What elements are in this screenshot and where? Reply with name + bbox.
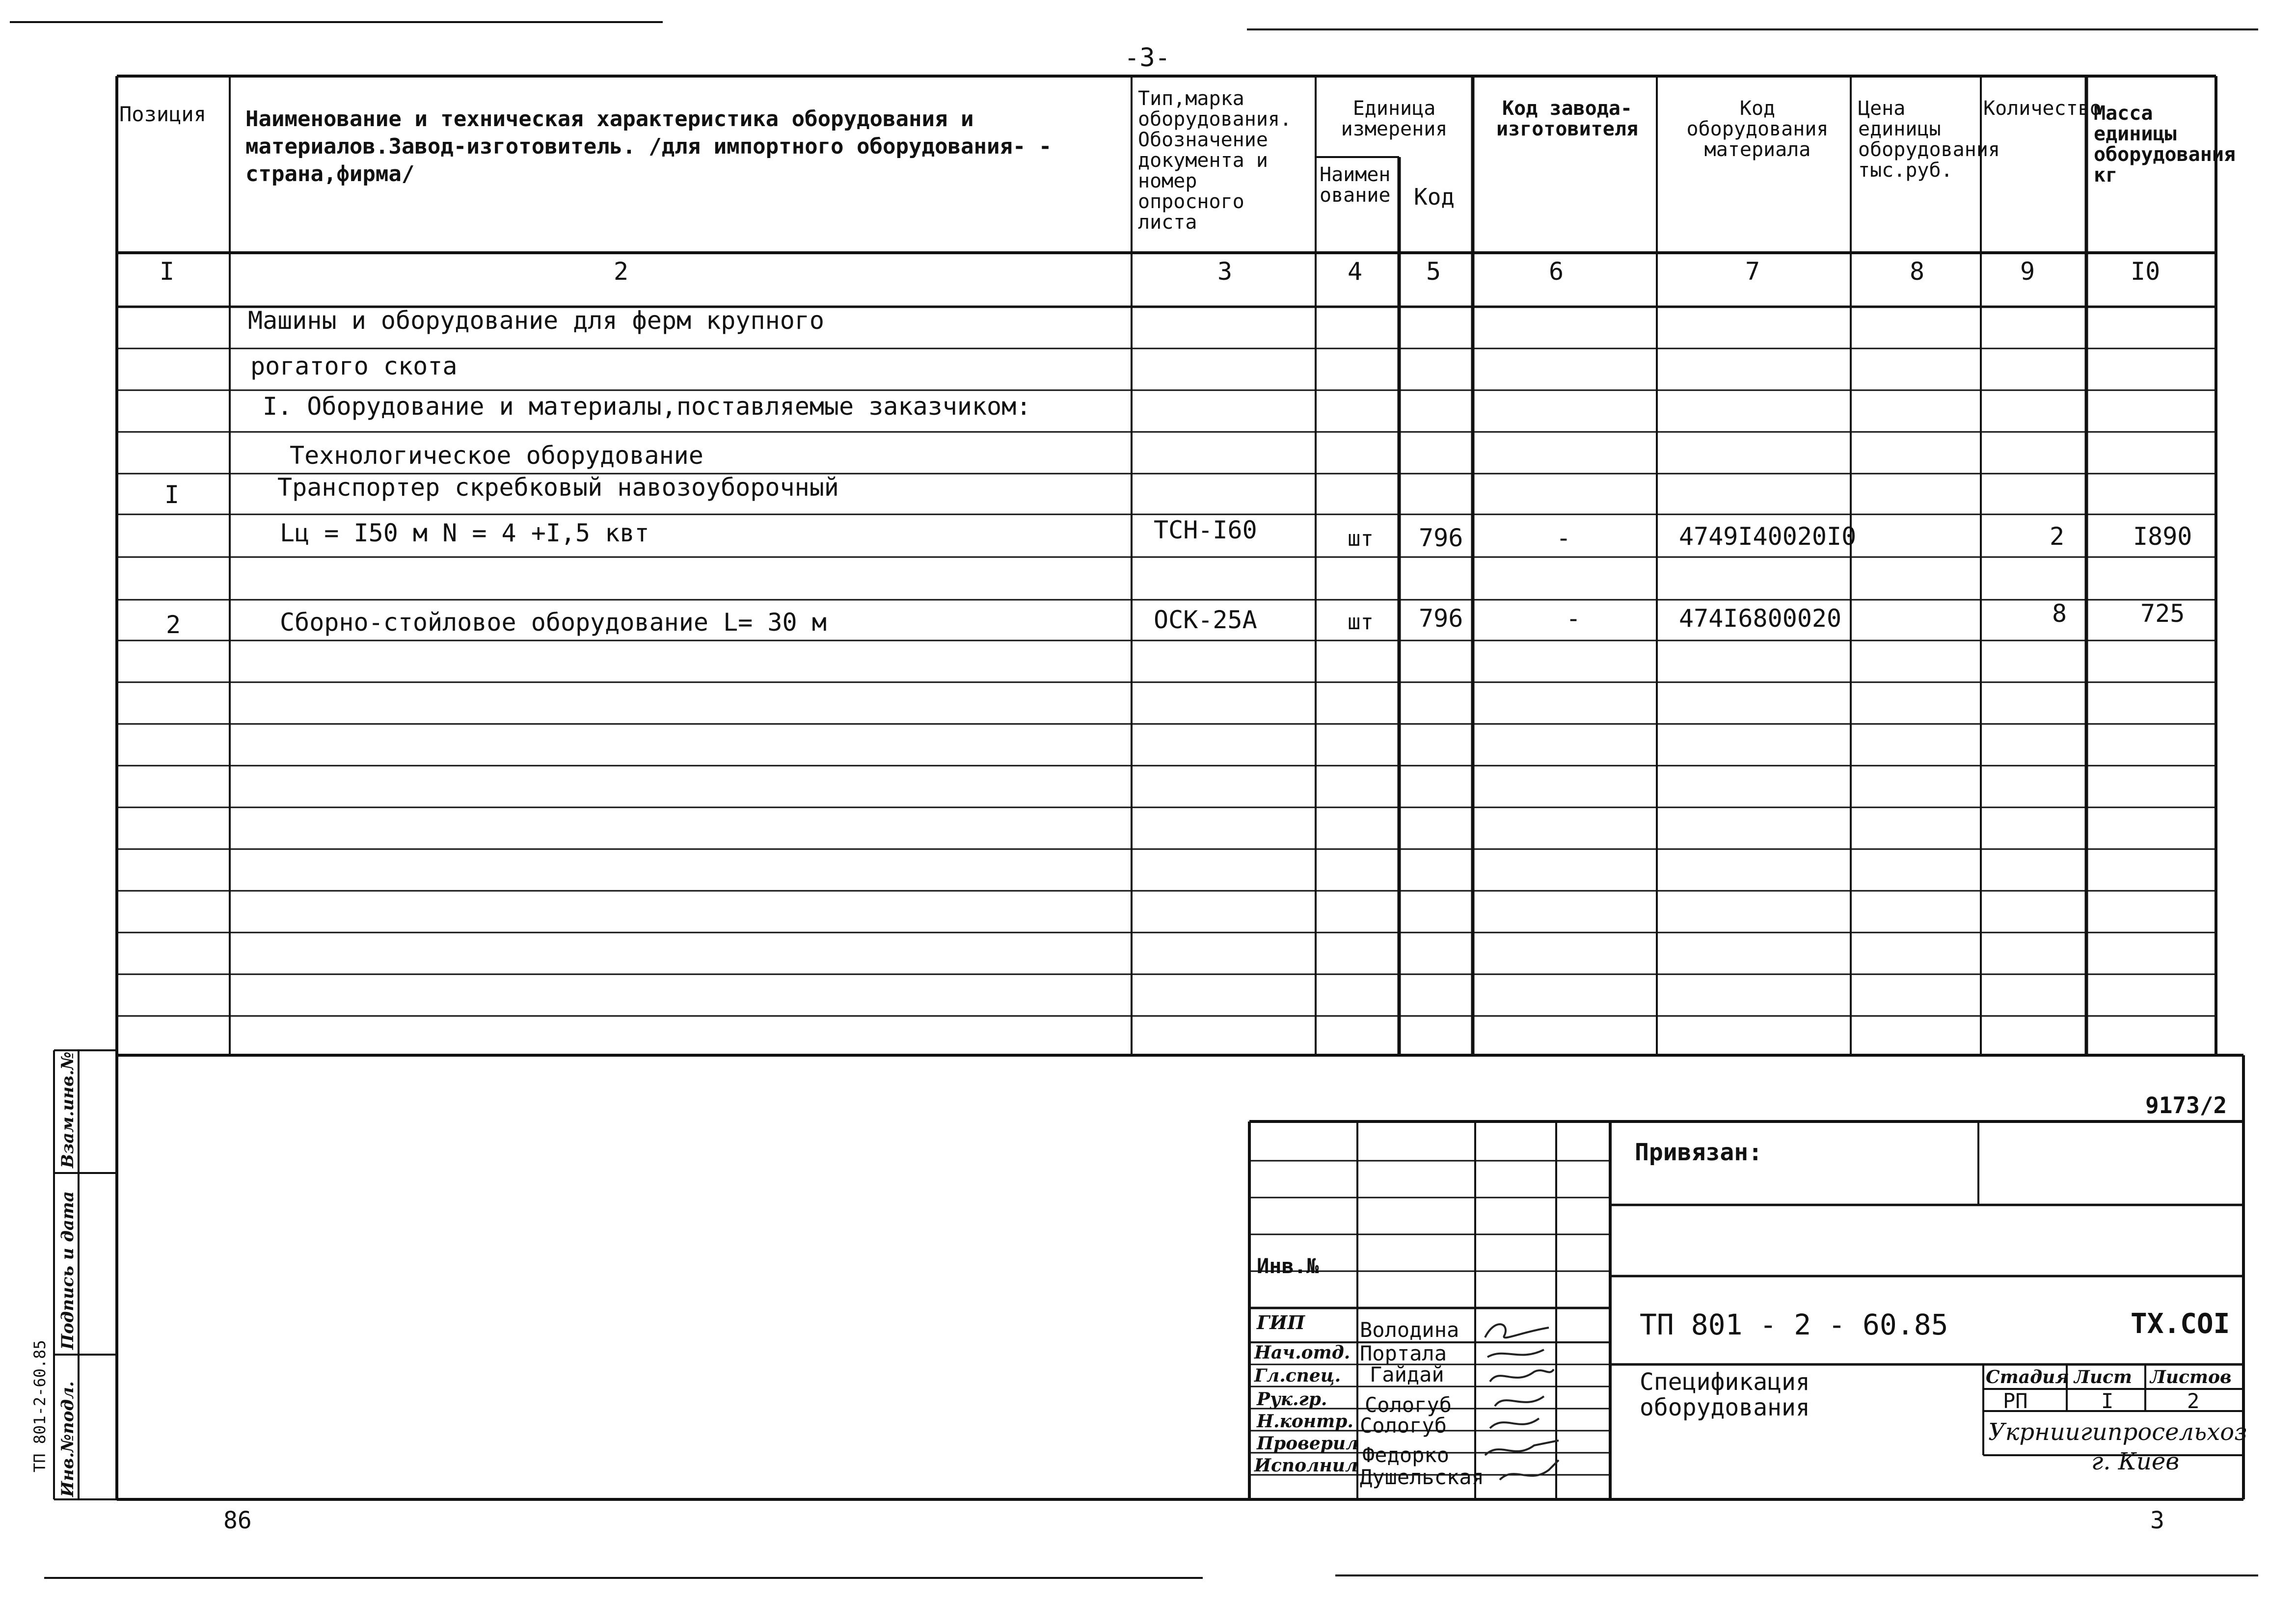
row-5-type: ТСН-I60 xyxy=(1154,516,1257,544)
side-podpis: Подпись и дата xyxy=(58,1191,78,1350)
sheet-code: ТХ.СОI xyxy=(2131,1308,2230,1340)
row-2-name: I. Оборудование и материалы,поставляемые заказчиком: xyxy=(263,392,1031,421)
row-6-qty: 8 xyxy=(2052,599,2067,628)
header-name: Наименование и техническая характеристика оборудования и материалов.Завод-изготовитель. /для импортного оборудования- - страна,фирма/ xyxy=(245,107,1052,187)
org-name: Укрниигипросельхоз xyxy=(1988,1418,2247,1446)
role-0: ГИП xyxy=(1257,1311,1305,1333)
sheets-label: Листов xyxy=(2150,1367,2232,1387)
row-6-mfr: - xyxy=(1566,604,1581,633)
doc-id: 9173/2 xyxy=(2145,1092,2227,1119)
project-code: ТП 801 - 2 - 60.85 xyxy=(1640,1308,1948,1341)
role-4: Н.контр. xyxy=(1257,1411,1353,1432)
row-6-pos: 2 xyxy=(166,611,181,639)
row-6-code: 796 xyxy=(1419,604,1463,633)
name-0: Володина xyxy=(1360,1318,1459,1342)
row-5-name: Lц = I50 м N = 4 +I,5 квт xyxy=(280,519,649,547)
name-3: Сологуб xyxy=(1365,1393,1452,1417)
colnum-7: 7 xyxy=(1745,257,1760,286)
colnum-5: 5 xyxy=(1426,257,1441,286)
row-6-equip: 474I6800020 xyxy=(1679,604,1842,633)
colnum-3: 3 xyxy=(1217,257,1233,286)
name-1: Портала xyxy=(1360,1341,1447,1365)
stage-value: РП xyxy=(2003,1389,2028,1413)
colnum-2: 2 xyxy=(614,257,629,286)
name-2: Гайдай xyxy=(1370,1362,1444,1387)
row-6-mass: 725 xyxy=(2140,599,2185,628)
row-4-pos: I xyxy=(164,480,180,509)
row-0-name: Машины и оборудование для ферм крупного xyxy=(248,306,824,335)
row-4-name: Транспортер скребковый навозоуборочный xyxy=(277,473,839,502)
colnum-6: 6 xyxy=(1549,257,1564,286)
colnum-8: 8 xyxy=(1910,257,1925,286)
footer-left: 86 xyxy=(223,1507,252,1534)
header-equip-code: Код оборудования материала xyxy=(1686,97,1829,161)
role-2: Гл.спец. xyxy=(1254,1365,1341,1386)
row-6-unit: шт xyxy=(1348,610,1374,635)
row-5-mfr: - xyxy=(1556,524,1571,552)
privyazan-label: Привязан: xyxy=(1635,1139,1763,1166)
side-number: ТП 801-2-60.85 xyxy=(30,1340,49,1472)
colnum-10: I0 xyxy=(2131,257,2161,286)
role-5: Проверил xyxy=(1257,1433,1359,1454)
row-5-mass: I890 xyxy=(2133,522,2192,551)
stage-label: Стадия xyxy=(1986,1367,2069,1387)
signatures xyxy=(1475,1308,1564,1504)
side-vzam: Взам.инв.№ xyxy=(58,1051,78,1168)
role-1: Нач.отд. xyxy=(1254,1342,1351,1363)
row-1-name: рогатого скота xyxy=(250,352,458,380)
row-6-type: ОСК-25А xyxy=(1154,606,1257,634)
name-6: Душельская xyxy=(1360,1465,1484,1489)
sheet-label: Лист xyxy=(2074,1367,2133,1387)
header-price: Цена единицы оборудования тыс.руб. xyxy=(1858,97,2000,182)
side-inv-podl: Инв.№подл. xyxy=(58,1381,78,1497)
header-mfr-code: Код завода-изготовителя xyxy=(1496,97,1638,140)
org-city: г. Киев xyxy=(2091,1448,2180,1475)
colnum-4: 4 xyxy=(1348,257,1363,286)
role-3: Рук.гр. xyxy=(1257,1389,1327,1410)
page-number: -3- xyxy=(1124,43,1170,73)
name-5: Федорко xyxy=(1362,1443,1450,1467)
row-5-unit: шт xyxy=(1348,526,1374,551)
doc-title: Спецификация оборудования xyxy=(1640,1368,1810,1421)
colnum-9: 9 xyxy=(2020,257,2035,286)
row-3-name: Технологическое оборудование xyxy=(290,441,703,470)
role-6: Исполнил xyxy=(1254,1455,1358,1476)
header-unit-name: Наименование xyxy=(1320,163,1391,207)
header-qty: Количество xyxy=(1983,97,2102,120)
header-type: Тип,марка оборудования. Обозначение документа и номер опросного листа xyxy=(1138,87,1292,234)
row-5-code: 796 xyxy=(1419,524,1463,552)
sheet-value: I xyxy=(2101,1389,2114,1413)
row-5-qty: 2 xyxy=(2050,522,2065,551)
header-unit-group: Единица измерения xyxy=(1341,97,1448,140)
header-mass: Масса единицы оборудования кг xyxy=(2094,102,2236,187)
row-5-equip: 4749I40020I0 xyxy=(1679,522,1857,551)
header-position: Позиция xyxy=(119,102,207,126)
header-unit-code: Код xyxy=(1414,184,1455,210)
inv-no-label: Инв.№ xyxy=(1257,1254,1319,1278)
colnum-1: I xyxy=(160,257,175,286)
name-4: Сологуб xyxy=(1360,1413,1447,1438)
footer-right: 3 xyxy=(2150,1507,2164,1534)
row-6-name: Сборно-стойловое оборудование L= 30 м xyxy=(280,608,827,637)
sheets-value: 2 xyxy=(2187,1389,2200,1413)
